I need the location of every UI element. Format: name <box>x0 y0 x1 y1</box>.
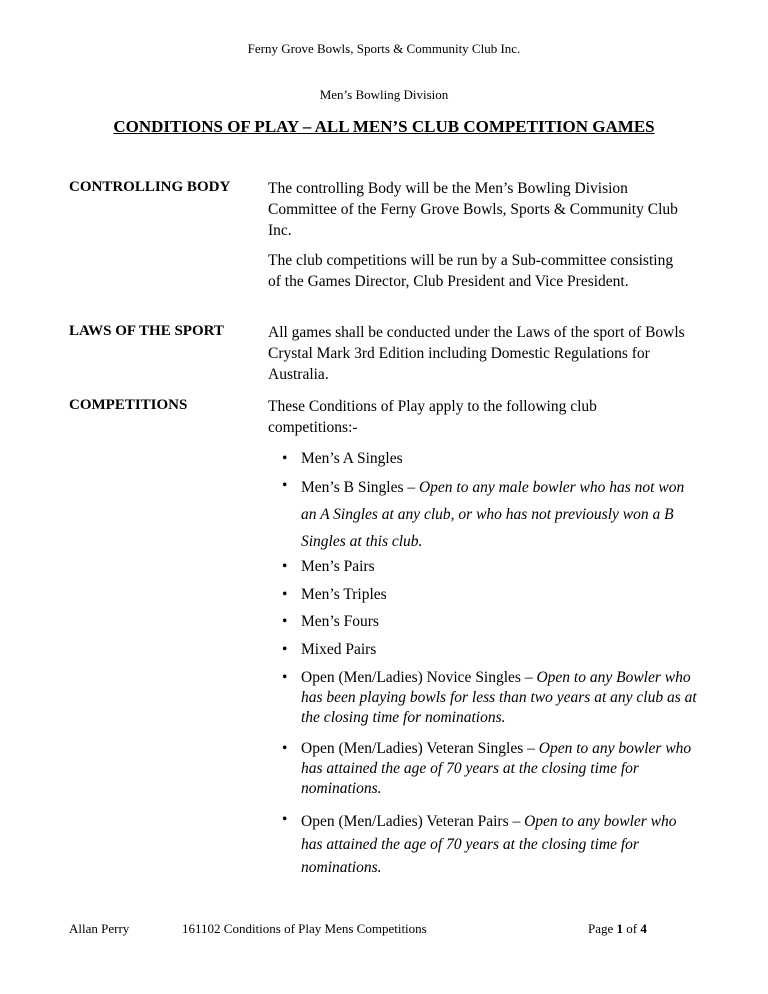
bullet-icon: • <box>282 477 288 494</box>
controlling-body-paragraph-1: The controlling Body will be the Men’s Bowling Division Committee of the Ferny Grove Bowls, Sports & Community Club Inc. <box>268 180 678 239</box>
competition-item: Open (Men/Ladies) Veteran Singles – Open to any bowler who has attained the age of 70 years at the closing time for nominations. <box>301 740 692 797</box>
competitions-intro: These Conditions of Play apply to the following club competitions:- <box>268 398 597 436</box>
competition-item-note: Open to any bowler who has attained the age of 70 years at the closing time for nominations. <box>301 813 677 876</box>
laws-paragraph: All games shall be conducted under the Laws of the sport of Bowls Crystal Mark 3rd Edition including Domestic Regulations for Australia. <box>268 324 685 383</box>
competition-item-note: Open to any Bowler who has been playing bowls for less than two years at any club as at the closing time for nominations. <box>301 669 697 726</box>
bullet-icon: • <box>282 740 288 757</box>
section-label-controlling-body: CONTROLLING BODY <box>69 179 231 195</box>
competition-item: Open (Men/Ladies) Novice Singles – Open to any Bowler who has been playing bowls for less than two years at any club as at the closing time for nominations. <box>301 669 697 726</box>
competition-item-note: Open to any male bowler who has not won an A Singles at any club, or who has not previously won a B Singles at this club. <box>301 479 685 550</box>
competition-item: Men’s Pairs <box>301 558 375 575</box>
bullet-icon: • <box>282 558 288 575</box>
total-pages: 4 <box>640 921 647 936</box>
bullet-icon: • <box>282 613 288 630</box>
bullet-icon: • <box>282 450 288 467</box>
footer-page-number: Page 1 of 4 <box>588 921 647 936</box>
bullet-icon: • <box>282 669 288 686</box>
document-title: CONDITIONS OF PLAY – ALL MEN’S CLUB COMPETITION GAMES <box>113 117 655 136</box>
current-page: 1 <box>616 921 624 936</box>
bullet-icon: • <box>282 641 288 658</box>
competition-item: Men’s A Singles <box>301 450 403 467</box>
club-name-header: Ferny Grove Bowls, Sports & Community Club Inc. <box>247 41 521 56</box>
section-label-competitions: COMPETITIONS <box>69 397 188 413</box>
competition-item: Men’s B Singles – Open to any male bowler who has not won an A Singles at any club, or who has not previously won a B Singles at this club. <box>301 479 685 550</box>
controlling-body-paragraph-2: The club competitions will be run by a Sub-committee consisting of the Games Director, Club President and Vice President. <box>268 252 674 290</box>
footer-author: Allan Perry <box>69 921 130 936</box>
competition-item: Mixed Pairs <box>301 641 377 658</box>
bullet-icon: • <box>282 811 288 828</box>
division-name: Men’s Bowling Division <box>319 87 449 102</box>
competition-item: Men’s Triples <box>301 586 387 603</box>
competition-item: Open (Men/Ladies) Veteran Pairs – Open to any bowler who has attained the age of 70 years at the closing time for nominations. <box>301 813 677 876</box>
section-label-laws-of-the-sport: LAWS OF THE SPORT <box>69 323 224 339</box>
bullet-icon: • <box>282 586 288 603</box>
competition-item-note: Open to any bowler who has attained the age of 70 years at the closing time for nominations. <box>301 740 692 797</box>
footer-document-reference: 161102 Conditions of Play Mens Competitions <box>182 921 427 936</box>
competition-item: Men’s Fours <box>301 613 379 630</box>
